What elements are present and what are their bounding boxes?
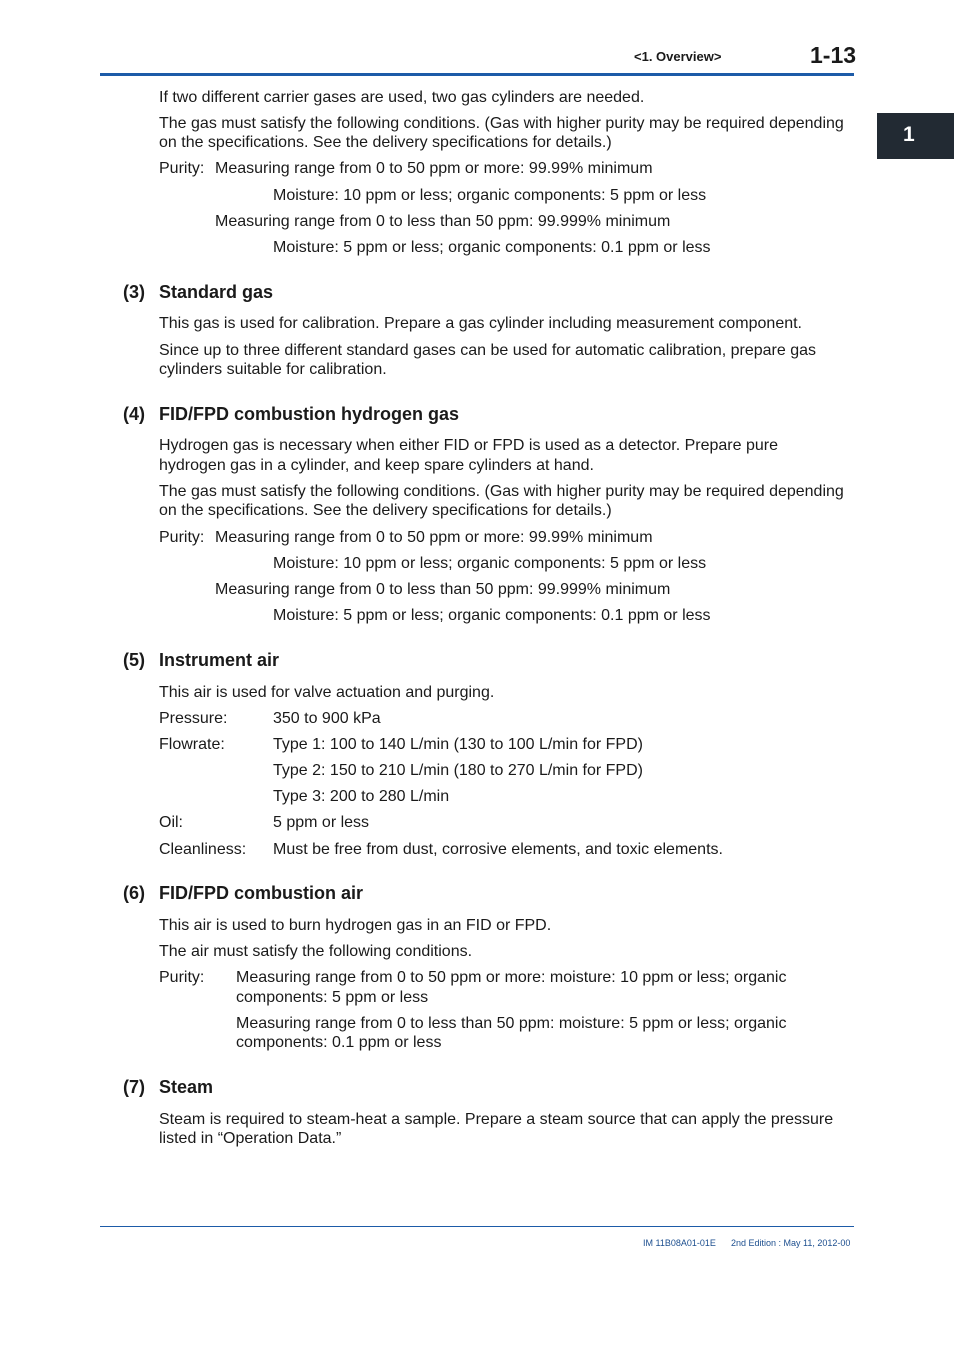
- section-number: (6): [123, 883, 145, 903]
- purity-moisture-2: Moisture: 5 ppm or less; organic components: 0.1 ppm or less: [273, 239, 711, 256]
- paragraph: This gas is used for calibration. Prepare a gas cylinder including measurement component.: [159, 315, 802, 332]
- paragraph: This air is used to burn hydrogen gas in an FID or FPD.: [159, 917, 552, 934]
- flowrate-label: Flowrate:: [159, 736, 225, 753]
- purity-range-2: Measuring range from 0 to less than 50 ppm: 99.999% minimum: [215, 213, 671, 230]
- flowrate-type-3: Type 3: 200 to 280 L/min: [273, 788, 450, 805]
- footer-rule: [100, 1226, 854, 1227]
- paragraph-line2: on the specifications. See the delivery specifications for details.): [159, 502, 612, 519]
- section-heading-instrument-air: Instrument air: [159, 650, 280, 670]
- intro-paragraph: If two different carrier gases are used, two gas cylinders are needed.: [159, 89, 645, 106]
- purity-range-1-line2: components: 5 ppm or less: [236, 989, 429, 1006]
- paragraph: The air must satisfy the following conditions.: [159, 943, 473, 960]
- chapter-tab: [877, 113, 954, 159]
- intro-conditions-line1: The gas must satisfy the following conditions. (Gas with higher purity may be required depending: [159, 115, 844, 132]
- purity-range-2: Measuring range from 0 to less than 50 ppm: 99.999% minimum: [215, 581, 671, 598]
- page-number: 1-13: [810, 42, 857, 68]
- section-number: (7): [123, 1077, 145, 1097]
- purity-range-2-line2: components: 0.1 ppm or less: [236, 1034, 442, 1051]
- purity-range-1: Measuring range from 0 to 50 ppm or more: 99.99% minimum: [215, 529, 653, 546]
- purity-label: Purity:: [159, 160, 205, 177]
- intro-conditions-line2: on the specifications. See the delivery specifications for details.): [159, 134, 612, 151]
- oil-value: 5 ppm or less: [273, 814, 370, 831]
- paragraph-line1: The gas must satisfy the following conditions. (Gas with higher purity may be required depending: [159, 483, 844, 500]
- paragraph-line2: listed in “Operation Data.”: [159, 1130, 342, 1147]
- purity-range-2-line1: Measuring range from 0 to less than 50 ppm: moisture: 5 ppm or less; organic: [236, 1015, 787, 1032]
- section-heading-steam: Steam: [159, 1077, 214, 1097]
- paragraph: This air is used for valve actuation and purging.: [159, 684, 495, 701]
- document-id: IM 11B08A01-01E: [643, 1238, 716, 1248]
- header-rule: [100, 73, 854, 76]
- paragraph-line1: Hydrogen gas is necessary when either FID or FPD is used as a detector. Prepare pure: [159, 437, 778, 454]
- section-number: (3): [123, 282, 145, 302]
- purity-moisture-1: Moisture: 10 ppm or less; organic components: 5 ppm or less: [273, 555, 707, 572]
- edition-info: 2nd Edition : May 11, 2012-00: [731, 1238, 851, 1248]
- purity-range-1-line1: Measuring range from 0 to 50 ppm or more: moisture: 10 ppm or less; organic: [236, 969, 787, 986]
- flowrate-type-2: Type 2: 150 to 210 L/min (180 to 270 L/min for FPD): [273, 762, 643, 779]
- purity-moisture-1: Moisture: 10 ppm or less; organic components: 5 ppm or less: [273, 187, 707, 204]
- purity-moisture-2: Moisture: 5 ppm or less; organic components: 0.1 ppm or less: [273, 607, 711, 624]
- purity-range-1: Measuring range from 0 to 50 ppm or more: 99.99% minimum: [215, 160, 653, 177]
- section-heading-standard-gas: Standard gas: [159, 282, 274, 302]
- purity-label: Purity:: [159, 529, 205, 546]
- chapter-tab-number: 1: [903, 123, 915, 146]
- section-heading-combustion-air: FID/FPD combustion air: [159, 883, 364, 903]
- oil-label: Oil:: [159, 814, 183, 831]
- section-heading-hydrogen-gas: FID/FPD combustion hydrogen gas: [159, 404, 460, 424]
- paragraph-line1: Since up to three different standard gases can be used for automatic calibration, prepare gas: [159, 342, 816, 359]
- flowrate-type-1: Type 1: 100 to 140 L/min (130 to 100 L/min for FPD): [273, 736, 643, 753]
- section-number: (4): [123, 404, 145, 424]
- section-number: (5): [123, 650, 145, 670]
- pressure-value: 350 to 900 kPa: [273, 710, 381, 727]
- pressure-label: Pressure:: [159, 710, 228, 727]
- cleanliness-label: Cleanliness:: [159, 841, 247, 858]
- purity-label: Purity:: [159, 969, 205, 986]
- paragraph-line1: Steam is required to steam-heat a sample. Prepare a steam source that can apply the pressure: [159, 1111, 834, 1128]
- section-title: <1. Overview>: [634, 49, 722, 64]
- cleanliness-value: Must be free from dust, corrosive elements, and toxic elements.: [273, 841, 723, 858]
- paragraph-line2: cylinders suitable for calibration.: [159, 361, 387, 378]
- paragraph-line2: hydrogen gas in a cylinder, and keep spare cylinders at hand.: [159, 457, 594, 474]
